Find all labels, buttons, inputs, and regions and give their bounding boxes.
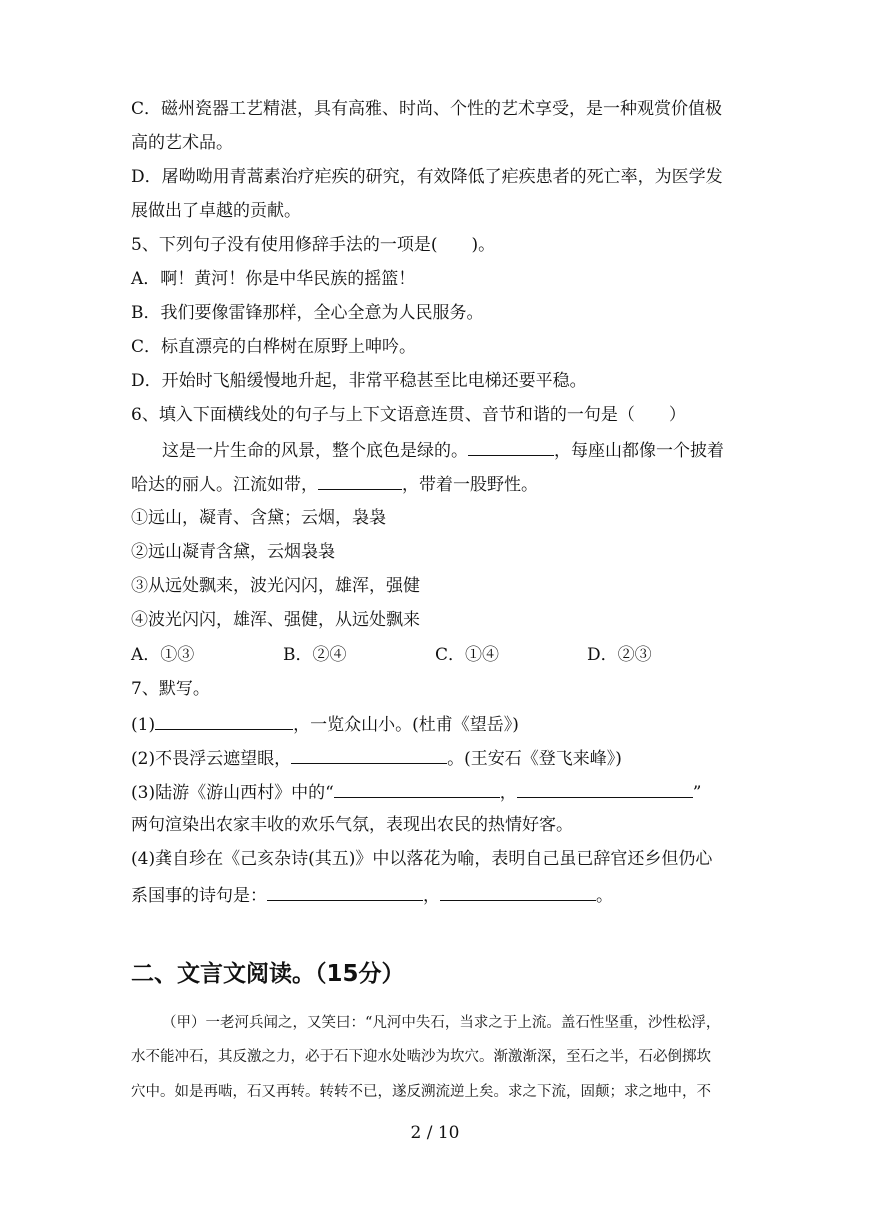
choice-c: C．①④	[435, 645, 500, 665]
classical-passage-line3: 穴中。如是再啮，石又再转。转转不已，遂反溯流逆上矣。求之下流，固颠；求之地中，不	[131, 1084, 711, 1100]
passage-text: ，每座山都像一个披着	[554, 441, 724, 461]
question-7-item-4: (4)龚自珍在《己亥杂诗(其五)》中以落花为喻，表明自己虽已辞官还乡但仍心	[131, 849, 713, 869]
choice-b: B．②④	[283, 645, 347, 665]
classical-passage-line1: （甲）一老河兵闻之，又笑曰：“凡河中失石，当求之于上流。盖石性坚重，沙性松浮，	[162, 1015, 721, 1031]
fill-blank	[517, 779, 693, 798]
question-6-item-2: ②远山凝青含黛，云烟袅袅	[131, 542, 335, 562]
question-7: 7、默写。	[131, 679, 210, 699]
question-5-option-c: C．标直漂亮的白桦树在原野上呻吟。	[131, 337, 417, 357]
question-7-item-4-line2	[131, 882, 613, 908]
question-6-item-1: ①远山，凝青、含黛；云烟，袅袅	[131, 508, 386, 528]
item-text: 系国事的诗句是：	[131, 886, 267, 906]
fill-blank	[440, 882, 596, 901]
section-heading: 二、文言文阅读。（15分）	[131, 961, 405, 987]
question-5-option-d: D．开始时飞船缓慢地升起，非常平稳甚至比电梯还要平稳。	[131, 371, 587, 391]
question-6-passage-line1	[162, 437, 724, 463]
fill-blank	[468, 437, 554, 456]
choice-d: D．②③	[587, 645, 652, 665]
question-6: 6、填入下面横线处的句子与上下文语意连贯、音节和谐的一句是（ ）	[131, 405, 686, 425]
question-5-option-b: B．我们要像雷锋那样，全心全意为人民服务。	[131, 303, 484, 323]
fill-blank	[334, 779, 500, 798]
question-5-option-a: A．啊！黄河！你是中华民族的摇篮！	[131, 269, 416, 289]
item-text: 。	[596, 886, 613, 906]
item-text: 。(王安石《登飞来峰》)	[447, 749, 622, 769]
question-7-item-3-line2: 两句渲染出农家丰收的欢乐气氛，表现出农民的热情好客。	[131, 815, 573, 835]
question-6-item-3: ③从远处飘来，波光闪闪，雄浑，强健	[131, 576, 420, 596]
question-7-item-2	[131, 745, 622, 771]
option-c-line1: C．磁州瓷器工艺精湛，具有高雅、时尚、个性的艺术享受，是一种观赏价值极	[131, 99, 723, 119]
item-text: (1)	[131, 715, 156, 735]
question-6-item-4: ④波光闪闪，雄浑、强健，从远处飘来	[131, 610, 420, 630]
option-c-line2: 高的艺术品。	[131, 133, 233, 153]
item-text: ”	[692, 783, 702, 803]
option-d-line1: D．屠呦呦用青蒿素治疗疟疾的研究，有效降低了疟疾患者的死亡率，为医学发	[131, 167, 723, 187]
item-text: ，	[499, 783, 517, 803]
passage-text: ，带着一股野性。	[402, 475, 538, 495]
item-text: ，一览众山小。(杜甫《望岳》)	[293, 715, 519, 735]
option-d-line2: 展做出了卓越的贡献。	[131, 201, 301, 221]
fill-blank	[291, 745, 447, 764]
item-text: (2)不畏浮云遮望眼，	[131, 749, 292, 769]
choice-a: A．①③	[131, 645, 195, 665]
question-7-item-3	[131, 779, 701, 805]
question-6-passage-line2	[131, 471, 538, 497]
classical-passage-line2: 水不能冲石，其反激之力，必于石下迎水处啮沙为坎穴。渐激渐深，至石之半，石必倒掷坎	[131, 1049, 711, 1065]
item-text: (3)陆游《游山西村》中的“	[131, 783, 334, 803]
page-number: 2 / 10	[410, 1123, 460, 1143]
passage-text: 哈达的丽人。江流如带，	[131, 475, 318, 495]
question-6-choices	[131, 643, 691, 667]
passage-text: 这是一片生命的风景，整个底色是绿的。	[162, 441, 468, 461]
question-7-item-1	[131, 711, 519, 737]
fill-blank	[318, 471, 402, 490]
item-text: ，	[423, 886, 440, 906]
fill-blank	[155, 711, 293, 730]
fill-blank	[267, 882, 423, 901]
question-5: 5、下列句子没有使用修辞手法的一项是( )。	[131, 235, 496, 255]
